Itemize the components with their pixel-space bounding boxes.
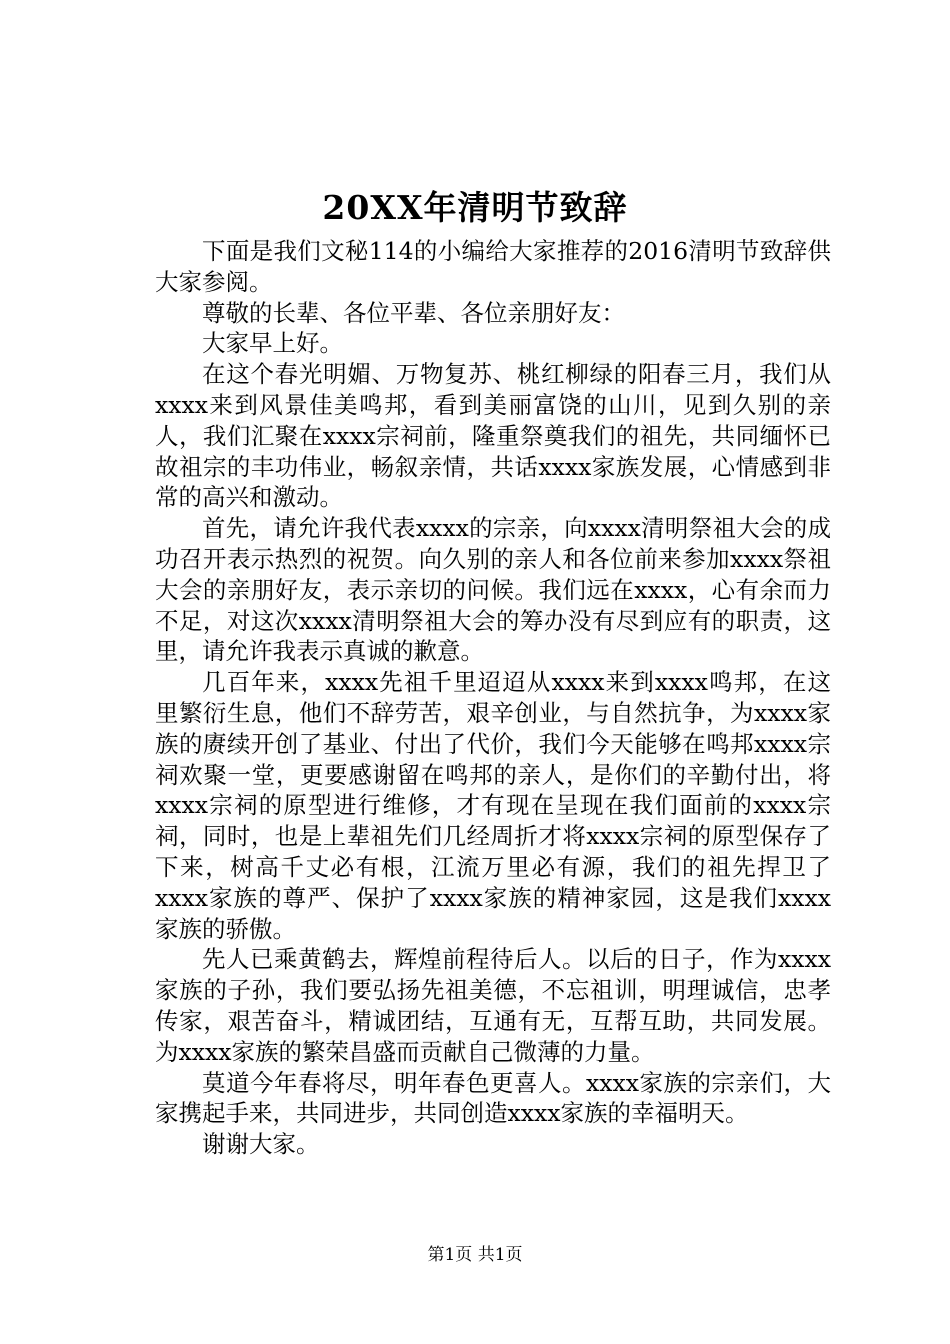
paragraph-future: 先人已乘黄鹤去，辉煌前程待后人。以后的日子，作为xxxx家族的子孙，我们要弘扬先祖美德，不忘祖训，明理诚信，忠孝传家，艰苦奋斗，精诚团结，互通有无，互帮互助，共同发展。为xxxx家族的繁荣昌盛而贡献自己微薄的力量。 bbox=[155, 945, 831, 1066]
paragraph-salutation: 尊敬的长辈、各位平辈、各位亲朋好友： bbox=[202, 298, 625, 327]
paragraph-thanks: 谢谢大家。 bbox=[202, 1130, 320, 1159]
paragraph-spring: 在这个春光明媚、万物复苏、桃红柳绿的阳春三月，我们从xxxx来到风景佳美鸣邦，看到美丽富饶的山川，见到久别的亲人，我们汇聚在xxxx宗祠前，隆重祭奠我们的祖先，共同缅怀已故祖宗的丰功伟业，畅叙亲情，共话xxxx家族发展，心情感到非常的高兴和激动。 bbox=[155, 360, 831, 512]
paragraph-intro: 下面是我们文秘114的小编给大家推荐的2016清明节致辞供大家参阅。 bbox=[155, 237, 831, 296]
paragraph-congratulations: 首先，请允许我代表xxxx的宗亲，向xxxx清明祭祖大会的成功召开表示热烈的祝贺。向久别的亲人和各位前来参加xxxx祭祖大会的亲朋好友，表示亲切的问候。我们远在xxxx，心有余而力不足，对这次xxxx清明祭祖大会的筹办没有尽到应有的职责，这里，请允许我表示真诚的歉意。 bbox=[155, 514, 831, 666]
paragraph-greeting: 大家早上好。 bbox=[202, 329, 343, 358]
document-body bbox=[155, 236, 831, 1160]
paragraph-closing: 莫道今年春将尽，明年春色更喜人。xxxx家族的宗亲们，大家携起手来，共同进步，共同创造xxxx家族的幸福明天。 bbox=[155, 1068, 831, 1128]
page-footer: 第1页 共1页 bbox=[427, 1245, 523, 1265]
document-title: 20XX年清明节致辞 bbox=[322, 188, 628, 227]
paragraph-history: 几百年来，xxxx先祖千里迢迢从xxxx来到xxxx鸣邦，在这里繁衍生息，他们不辞劳苦，艰辛创业，与自然抗争，为xxxx家族的赓续开创了基业、付出了代价，我们今天能够在鸣邦xxxx宗祠欢聚一堂，更要感谢留在鸣邦的亲人，是你们的辛勤付出，将xxxx宗祠的原型进行维修，才有现在呈现在我们面前的xxxx宗祠，同时，也是上辈祖先们几经周折才将xxxx宗祠的原型保存了下来，树高千丈必有根，江流万里必有源，我们的祖先捍卫了xxxx家族的尊严、保护了xxxx家族的精神家园，这是我们xxxx家族的骄傲。 bbox=[155, 668, 831, 943]
